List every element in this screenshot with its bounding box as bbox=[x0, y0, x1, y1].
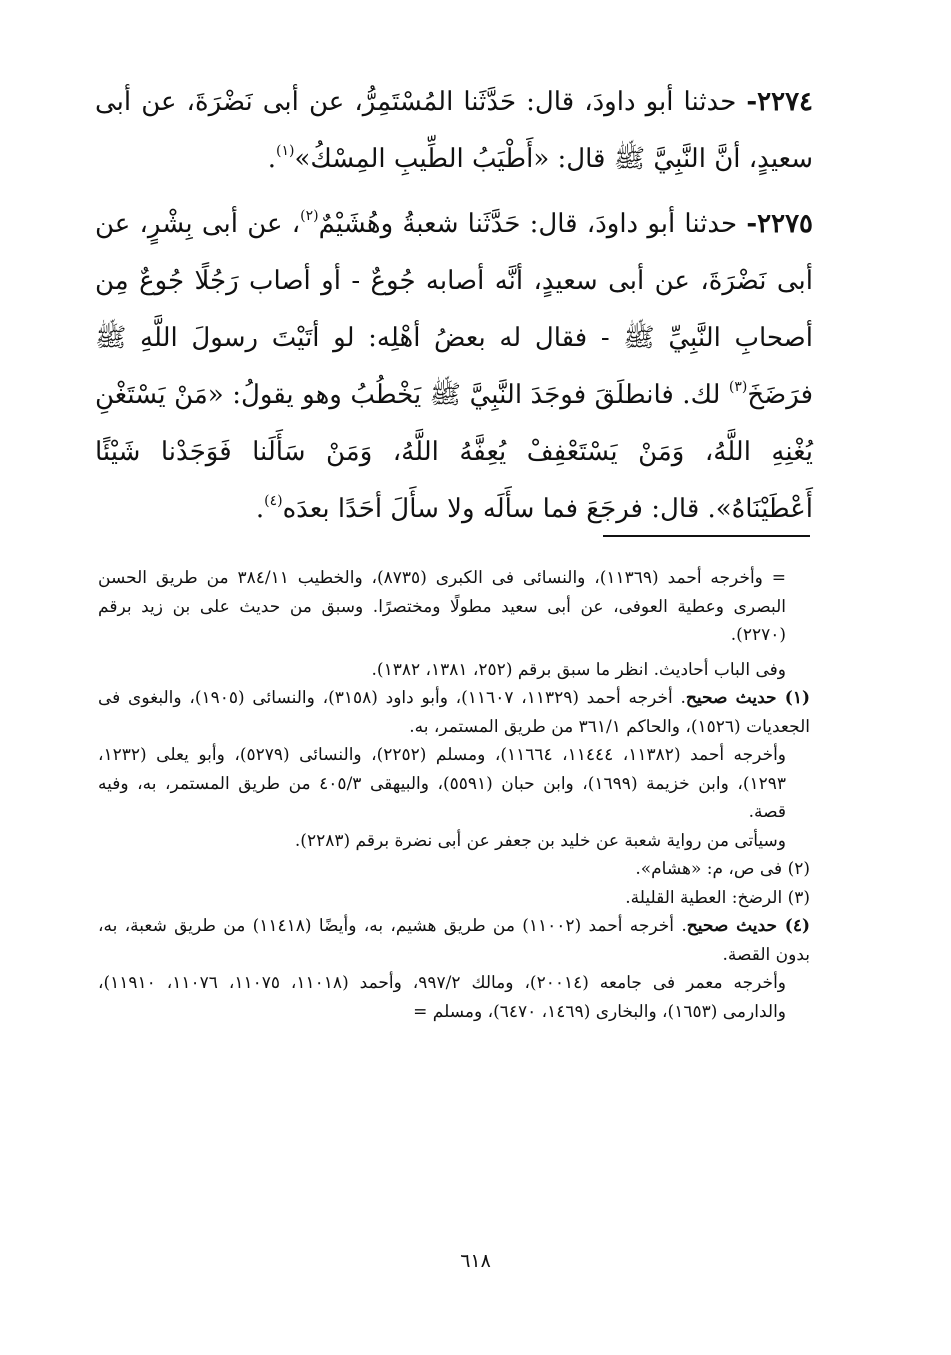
hadith-2274 bbox=[95, 74, 813, 188]
footnote-paragraph: وسيأتى من رواية شعبة عن خليد بن جعفر عن أبى نضرة برقم (٢٢٨٣). bbox=[294, 830, 786, 851]
hadith-text: حدثنا أبو داودَ، قال: حَدَّثَنا شعبةُ وهُشَيْمٌ bbox=[318, 209, 747, 239]
footnote-paragraph: وفى الباب أحاديث. انظر ما سبق برقم (٢٥٢، ١٣٨١، ١٣٨٢). bbox=[371, 659, 786, 680]
footnote-text: . أخرجه أحمد (١١٠٠٢) من طريق هشيم، به، وأيضًا (١١٤١٨) من طريق شعبة، به، بدون القصة. bbox=[98, 916, 810, 965]
footnote-paragraph: وأخرجه أحمد (١١٣٨٢، ١١٤٤٤، ١١٦٦٤)، ومسلم (٢٢٥٢)، والنسائى (٥٢٧٩)، وأبو يعلى (١٢٣٢، ١٢٩٣)، وابن خزيمة (١٦٩٩)، وابن حبان (٥٥٩١)، والبيهقى ٤٠٥/٣ من طريق المستمر، به، وفيه قصة. bbox=[98, 745, 787, 822]
hadith-text: . bbox=[255, 494, 265, 524]
footnote-4 bbox=[98, 912, 810, 969]
footnote-ref: (١) bbox=[275, 143, 295, 159]
main-text bbox=[95, 74, 813, 538]
footnote-1 bbox=[98, 684, 810, 741]
footnote-separator bbox=[603, 535, 810, 537]
footnote-ref: (٢) bbox=[300, 208, 319, 224]
footnote-grade: (١) حديث صحيح bbox=[685, 688, 811, 708]
hadith-2275 bbox=[95, 196, 813, 538]
hadith-text: حدثنا أبو داودَ، قال: حَدَّثَنا المُسْتَمِرُّ، عن أبى نَضْرَةَ، عن أبى سعيدٍ، أنَّ النَّبِيَّ ﷺ قال: «أَطْيَبُ الطِّيبِ المِسْكُ» bbox=[95, 87, 813, 174]
footnote-paragraph: وأخرجه معمر فى جامعه (٢٠٠١٤)، ومالك ٩٩٧/٢، وأحمد (١١٠١٨، ١١٠٧٥، ١١٠٧٦، ١١٩١٠)، والدارمى (١٦٥٣)، والبخارى (١٤٦٩، ٦٤٧٠)، ومسلم = bbox=[98, 973, 787, 1022]
footnote-grade: (٤) حديث صحيح bbox=[686, 916, 811, 936]
hadith-number: ٢٢٧٤- bbox=[746, 87, 813, 117]
footnotes bbox=[98, 564, 810, 1026]
footnote-3: (٣) الرضخ: العطية القليلة. bbox=[625, 887, 810, 908]
hadith-text: لك. فانطلَقَ فوجَدَ النَّبِيَّ ﷺ يَخْطُبُ وهو يقولُ: «مَنْ يَسْتَغْنِ يُغْنِهِ اللَّهُ، وَمَنْ يَسْتَعْفِفْ يُعِفَّهُ اللَّهُ، وَمَنْ سَأَلَنا فَوَجَدْنا شَيْئًا أَعْطَيْنَاهُ». قال: فرجَعَ فما سأَلَه ولا سأَلَ أحَدًا بعدَه bbox=[95, 380, 813, 524]
hadith-number: ٢٢٧٥- bbox=[746, 209, 813, 239]
footnote-continuation: = وأخرجه أحمد (١١٣٦٩)، والنسائى فى الكبرى (٨٧٣٥)، والخطيب ٣٨٤/١١ من طريق الحسن البصرى وعطية العوفى، عن أبى سعيد مطولًا ومختصرًا. وسبق من حديث على بن زيد برقم (٢٢٧٠). bbox=[98, 568, 787, 645]
hadith-text: ، عن أبى بِشْرٍ، عن أبى نَضْرَةَ، عن أبى سعيدٍ، أنَّه أصابه جُوعٌ - أو أصاب رَجُلًا جُوعٌ مِن أصحابِ النَّبِيِّ ﷺ - فقال له بعضُ أهْلِه: لو أتَيْتَ رسولَ اللَّهِ ﷺ فرَضَخَ bbox=[95, 209, 813, 410]
footnote-ref: (٣) bbox=[728, 379, 748, 395]
footnote-ref: (٤) bbox=[264, 493, 283, 509]
footnote-2: (٢) فى ص، م: «هشام». bbox=[635, 859, 810, 879]
footnote-text: . أخرجه أحمد (١١٣٢٩، ١١٦٠٧)، وأبو داود (٣١٥٨)، والنسائى (١٩٠٥)، والبغوى فى الجعديات (١٥٢٦)، والحاكم ٣٦١/١ من طريق المستمر، به. bbox=[98, 688, 810, 737]
hadith-text: . bbox=[267, 144, 276, 174]
page-number: ٦١٨ bbox=[460, 1250, 491, 1272]
